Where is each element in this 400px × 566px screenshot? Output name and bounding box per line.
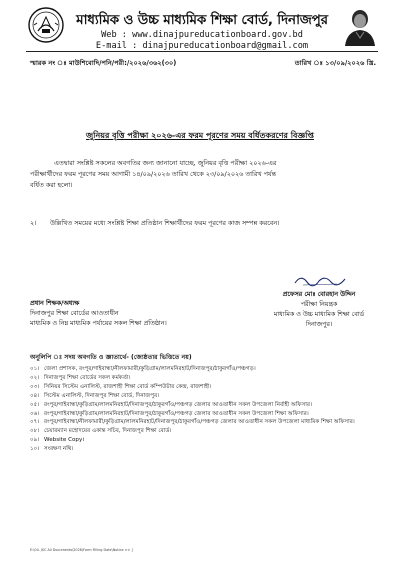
- board-email: E-mail : dinajpureducationboard@gmail.com: [95, 41, 309, 51]
- list-item: [30, 365, 380, 374]
- list-item-text: দিনাজপুর শিক্ষা বোর্ডের সকল কর্মকর্তা।: [44, 374, 131, 381]
- list-item-number: ১০।: [30, 446, 40, 453]
- list-item-number: ০৪।: [30, 392, 40, 399]
- list-item-number: ০১।: [30, 366, 40, 372]
- list-item-text: রংপুর/গাইবান্ধা/নীলফামারী/কুড়িগ্রাম/লালমনিরহাট/দিনাজপুর/ঠাকুরগাঁও/পঞ্চগড় জেলার আওতাধীন সকল উপজেলা মাধ্যমিক শিক্ষা অফিসার।: [44, 419, 355, 426]
- list-item-number: ০২।: [30, 374, 40, 381]
- memo-date: তারিখ ঃ ১৩/০৯/২০২৬ খ্রি.: [294, 59, 376, 67]
- signatory-title: পরীক্ষা নিয়ন্ত্রক: [300, 301, 338, 308]
- list-item: [30, 383, 380, 392]
- copy-list: [30, 365, 380, 454]
- list-item-number: ০৮।: [30, 428, 40, 435]
- board-name: মাধ্যমিক ও উচ্চ মাধ্যমিক শিক্ষা বোর্ড, দিনাজপুর: [76, 12, 328, 28]
- notice-subject: জুনিয়র বৃত্তি পরীক্ষা ২০২৬-এর ফরম পূরণের সময় বর্ধিতকরণের বিজ্ঞপ্তি: [86, 131, 314, 140]
- list-item-text: রংপুর/গাইবান্ধা/কুড়িগ্রাম/লালমনিরহাট/দিনাজপুর/ঠাকুরগাঁও/পঞ্চগড় জেলার আওতাধীন সকল উপজেলা নির্বাহী অফিসার।: [44, 401, 312, 408]
- list-item: [30, 445, 380, 454]
- list-item-number: ০৩।: [30, 383, 40, 390]
- signatory-name: প্রফেসর মোঃ বোরহান উদ্দিন: [282, 291, 356, 298]
- signatory-city: দিনাজপুর।: [305, 321, 333, 328]
- list-item-number: ০৭।: [30, 419, 40, 426]
- paragraph-2-line: [30, 218, 380, 229]
- paragraph-2-number: ২।: [30, 219, 37, 227]
- list-item: [30, 401, 380, 410]
- file-path-footer: E:\04. JSC All Documents\2026\Form Filling Date\Notice >> ]: [30, 548, 133, 552]
- portrait-image: [341, 6, 379, 46]
- handwritten-signature: [291, 270, 351, 290]
- paragraph-1: [30, 158, 380, 191]
- list-item-text: জেলা প্রশাসক, রংপুর/গাইবান্ধা/নীলফামারী/কুড়িগ্রাম/লালমনিরহাট/দিনাজপুর/ঠাকুরগাঁও/পঞ্চগড়।: [44, 366, 256, 372]
- recipient-block: [30, 299, 167, 329]
- list-item: [30, 427, 380, 436]
- list-item: [30, 374, 380, 383]
- paragraph-1-line-3: বর্ধিত করা হলো।: [30, 181, 73, 189]
- list-item: [30, 392, 380, 401]
- list-item-number: ০৫।: [30, 401, 40, 408]
- paragraph-2: [30, 218, 380, 229]
- paragraph-1-line-2: পরীক্ষার্থীদের ফরম পূরণের সময় আগামী ১৪/০৯/২০২৬ তারিখ থেকে ২৩/০৯/২০২৬ তারিখ পর্যন্ত: [30, 170, 277, 178]
- list-item-text: Website Copy।: [44, 437, 85, 444]
- board-logo-icon: [28, 6, 64, 44]
- recipient-line-2: দিনাজপুর শিক্ষা বোর্ডের আওতাধীন: [30, 310, 119, 317]
- paragraph-1-line-1: এতদ্বারা সংশ্লিষ্ট সকলের অবগতির জন্য জানানো যাচ্ছে, জুনিয়র বৃত্তি পরীক্ষা ২০২৬-এর: [54, 159, 277, 167]
- signatory-office: মাধ্যমিক ও উচ্চ মাধ্যমিক শিক্ষা বোর্ড: [273, 311, 365, 318]
- recipient-line-3: মাধ্যমিক ও নিম্ন মাধ্যমিক পর্যায়ের সকল শিক্ষা প্রতিষ্ঠান।: [30, 320, 167, 327]
- list-item-text: সংরক্ষণ নথি।: [44, 446, 74, 453]
- list-item-text: সিস্টেম এনালিস্ট, দিনাজপুর শিক্ষা বোর্ড, দিনাজপুর।: [44, 392, 160, 399]
- header-divider: [26, 51, 378, 52]
- paragraph-2-text: উল্লিখিত সময়ের মধ্যে সংশ্লিষ্ট শিক্ষা প্রতিষ্ঠান শিক্ষার্থীদের ফরম পূরণের কাজ সম্পন্ন করবেন।: [50, 219, 280, 227]
- list-item-text: রংপুর/গাইবান্ধা/কুড়িগ্রাম/লালমনিরহাট/দিনাজপুর/ঠাকুরগাঁও/পঞ্চগড় জেলার আওতাধীন সকল উপজেলা শিক্ষা অফিসার।: [44, 410, 309, 417]
- list-item: [30, 410, 380, 419]
- signatory-block: [254, 290, 384, 330]
- list-item-number: ০৬।: [30, 410, 40, 417]
- memo-number: স্মারক নং ঃ মাউশিবোদি/পনি/পরী:/২০২৬/৩৬২(৩০): [30, 59, 177, 67]
- list-item-text: সিনিয়র সিস্টেম এনালিস্ট, রাজশাহী শিক্ষা বোর্ড কম্পিউটার কেন্দ্র, রাজশাহী।: [44, 383, 212, 390]
- list-item-number: ০৯।: [30, 437, 40, 444]
- board-website: Web : www.dinajpureducationboard.gov.bd: [101, 30, 303, 40]
- copy-heading: অনুলিপি ঃ সদয় অবগতি ও জ্ঞাতার্থে- (জ্যেষ্ঠতার ভিত্তিতে নয়): [30, 354, 192, 361]
- list-item: [30, 418, 380, 427]
- list-item: [30, 436, 380, 445]
- list-item-text: চেয়ারম্যান মহোদয়ের একান্ত সচিব, দিনাজপুর শিক্ষা বোর্ড।: [44, 428, 172, 435]
- recipient-line-1: প্রধান শিক্ষক/অধ্যক্ষ: [30, 300, 80, 307]
